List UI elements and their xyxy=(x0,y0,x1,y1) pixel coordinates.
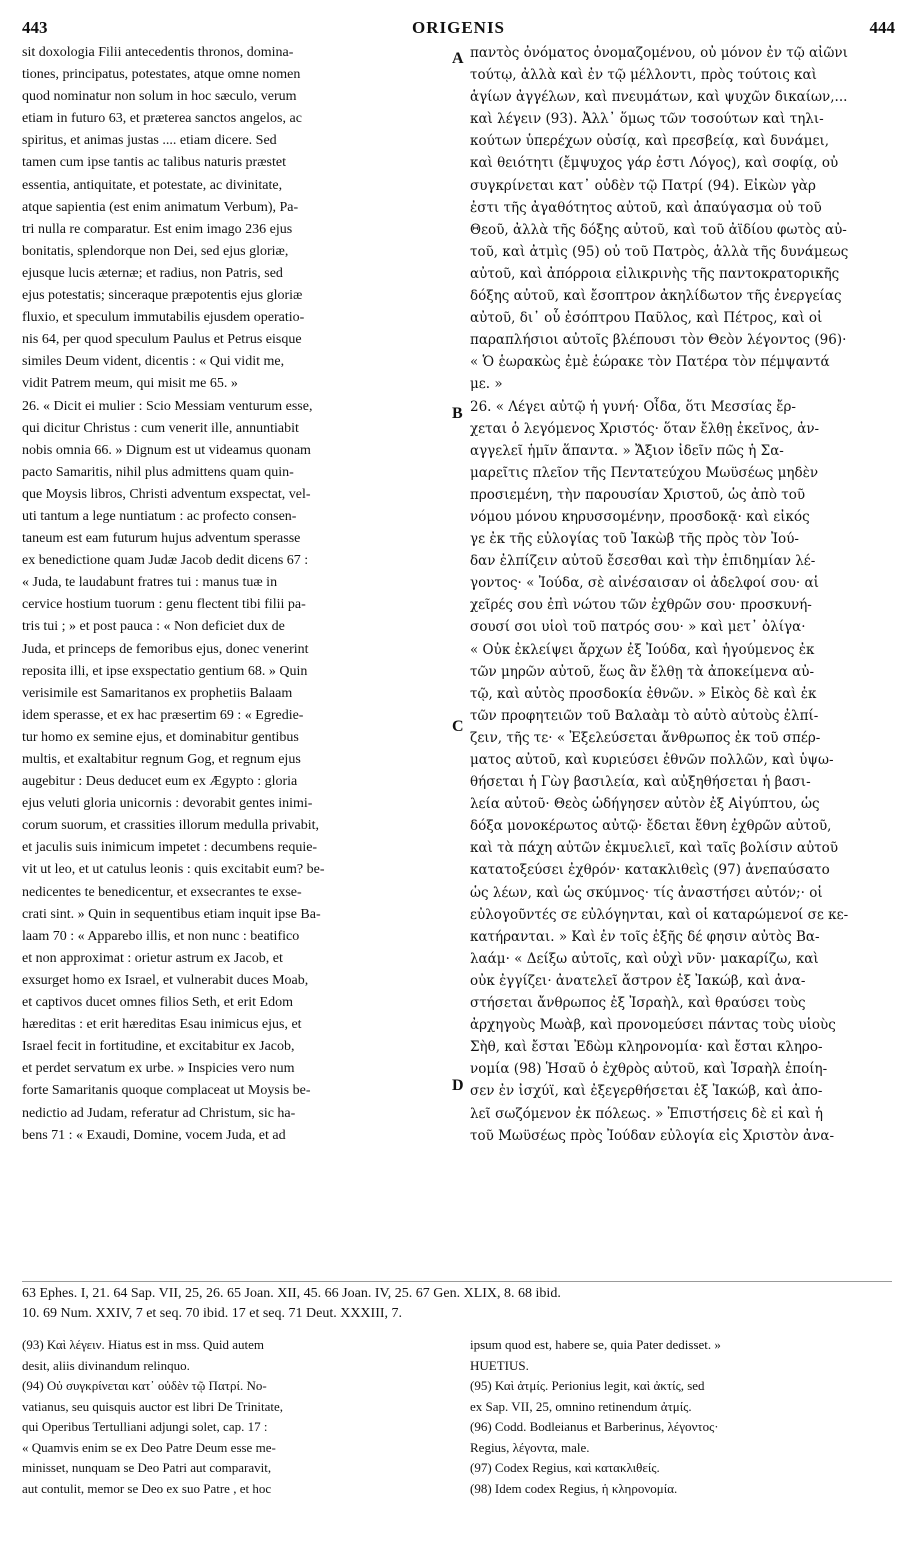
greek-text-line: τῶν μηρῶν αὐτοῦ, ἕως ἂν ἔλθῃ τὰ ἀποκείμενα αὐ- xyxy=(470,663,814,680)
latin-text-line: nobis omnia 66. » Dignum est ut videamus quonam xyxy=(22,442,311,458)
latin-text-line: sit doxologia Filii antecedentis thronos, domina- xyxy=(22,45,294,60)
greek-text-line: αὐτοῦ, καὶ ἀπόρροια εἰλικρινὴς τῆς παντοκρατορικῆς xyxy=(470,265,840,282)
note-line: (93) Καὶ λέγειν. Hiatus est in mss. Quid autem xyxy=(22,1337,264,1352)
greek-text-line: 26. « Λέγει αὐτῷ ἡ γυνή· Οἶδα, ὅτι Μεσσίας ἔρ- xyxy=(470,398,796,415)
latin-text-line: taneum est eam futurum hujus adventum sperasse xyxy=(22,531,301,547)
latin-text-line: etiam in futuro 63, et præterea sanctos angelos, ac xyxy=(22,111,302,127)
greek-text-line: λεία αὐτοῦ· Θεὸς ὡδήγησεν αὐτὸν ἐξ Αἰγύπτου, ὡς xyxy=(470,796,820,813)
latin-text-line: cervice hostium tuorum : genu flectent tibi filii pa- xyxy=(22,597,306,613)
greek-text-line: χεται ὁ λεγόμενος Χριστός· ὅταν ἔλθῃ ἐκεῖνος, ἀν- xyxy=(470,420,820,437)
greek-text-line: δόξης αὐτοῦ, καὶ ἔσοπτρον ἀκηλίδωτον τῆς ἐνεργείας xyxy=(470,288,842,305)
greek-text-line: κατήρανται. » Καὶ ἐν τοῖς ἑξῆς δέ φησιν αὐτὸς Βα- xyxy=(470,928,820,945)
note-line: (94) Οὐ συγκρίνεται κατ᾽ οὐδὲν τῷ Πατρί. No- xyxy=(22,1378,267,1393)
reference-line: 63 Ephes. I, 21. 64 Sap. VII, 25, 26. 65 Joan. XII, 45. 66 Joan. IV, 25. 67 Gen. XLIX, 8. 68 ibid. xyxy=(22,1286,561,1301)
latin-text-line: ex benedictione quam Judæ Jacob dedit dicens 67 : xyxy=(22,553,309,569)
greek-text-line: παντὸς ὀνόματος ὀνομαζομένου, οὐ μόνον ἐν τῷ αἰῶνι xyxy=(470,45,848,61)
latin-text-line: tur homo ex semine ejus, et dominabitur gentibus xyxy=(22,729,299,745)
greek-text-line: δόξα μονοκέρωτος αὐτῷ· ἔδεται ἔθνη ἐχθρῶν αὐτοῦ, xyxy=(470,818,832,835)
latin-text-line: forte Samaritanis quoque complaceat ut Moysis be- xyxy=(22,1083,311,1099)
greek-text-line: καὶ λέγειν (93). Ἀλλ᾽ ὅμως τῶν τοσούτων καὶ τηλι- xyxy=(470,111,824,128)
latin-text-line: Juda, et princeps de femoribus ejus, donec venerint xyxy=(22,641,309,657)
latin-text-line: verisimile est Samaritanos ex prophetiis Balaam xyxy=(22,685,293,701)
latin-text-line: exsurget homo ex Israel, et vulnerabit duces Moab, xyxy=(22,972,309,988)
latin-text-line: ejusque lucis æternæ; et radius, non Patris, sed xyxy=(22,265,283,281)
latin-text-line: tris tui ; » et post pauca : « Non deficiet dux de xyxy=(22,619,285,635)
page-number-left: 443 xyxy=(22,18,48,37)
greek-text-line: γε ἐκ τῆς εὐλογίας τοῦ Ἰακὼβ τῆς πρὸς τὸν Ἰού- xyxy=(470,531,799,548)
latin-text-line: et jaculis suis inimicum impetet : decumbens requie- xyxy=(22,840,318,856)
greek-text-line: λαάμ· « Δείξω αὐτοῖς, καὶ οὐχὶ νῦν· μακαρίζω, καὶ xyxy=(470,950,819,967)
margin-letter-d: D xyxy=(452,1077,464,1094)
latin-text-line: crati sint. » Quin in sequentibus etiam inquit ipse Ba- xyxy=(22,906,321,922)
latin-text-line: tri nulla re comparatur. Est enim imago 236 ejus xyxy=(22,221,293,237)
latin-text-line: nis 64, per quod speculum Paulus et Petrus eisque xyxy=(22,332,302,348)
greek-text-line: στήσεται ἄνθρωπος ἐξ Ἰσραὴλ, καὶ θραύσει τοὺς xyxy=(470,995,806,1012)
greek-text-line: εὐλογοῦντές σε εὐλόγηνται, καὶ οἱ καταρώμενοί σε κε- xyxy=(470,906,849,923)
note-line: desit, aliis divinandum relinquo. xyxy=(22,1357,190,1373)
greek-text-line: ζειν, τῆς τε· « Ἐξελεύσεται ἄνθρωπος ἐκ τοῦ σπέρ- xyxy=(470,729,821,746)
greek-text-line: μαρεῖτις πλεῖον τῆς Πεντατεύχου Μωϋσέως μηδὲν xyxy=(470,464,819,481)
latin-text-line: spiritus, et animas justas .... etiam dicere. Sed xyxy=(22,133,277,149)
greek-text-line: καὶ τὰ πάχη αὐτῶν ἐκμυελιεῖ, καὶ ταῖς βολίσιν αὐτοῦ xyxy=(470,840,839,857)
greek-text-line: αὐτοῦ, δι᾽ οὗ ἐσόπτρου Παῦλος, καὶ Πέτρος, καὶ οἱ xyxy=(470,310,823,327)
latin-text-line: quod nominatur non solum in hoc sæculo, verum xyxy=(22,89,297,105)
latin-text-line: vidit Patrem meum, qui misit me 65. » xyxy=(22,376,238,392)
margin-letter-b: B xyxy=(452,405,463,422)
latin-text-line: tamen cum ipse tantis ac talibus naturis præstet xyxy=(22,155,286,171)
latin-text-line: reposita illi, et ipse exspectatio gentium 68. » Quin xyxy=(22,663,308,679)
greek-text-line: σεν ἐν ἰσχύϊ, καὶ ἐξεγερθήσεται ἐξ Ἰακώβ, καὶ ἀπο- xyxy=(470,1083,823,1100)
greek-text-line: Σὴθ, καὶ ἔσται Ἐδὼμ κληρονομία· καὶ ἔσται κληρο- xyxy=(470,1039,823,1056)
note-line: ex Sap. VII, 25, omnino retinendum ἀτμίς. xyxy=(470,1398,692,1414)
greek-text-line: κούτων ὑπερέχων οὐσίᾳ, καὶ πρεσβείᾳ, καὶ δυνάμει, xyxy=(470,133,830,150)
running-title: ORIGENIS xyxy=(411,18,506,37)
latin-text-line: nedicentes te benedicentur, et exsecrantes te exse- xyxy=(22,884,302,900)
greek-text-line: νομία (98) Ἡσαῦ ὁ ἐχθρὸς αὐτοῦ, καὶ Ἰσραὴλ ἐποίη- xyxy=(470,1061,828,1078)
latin-text-line: tiones, principatus, potestates, atque omne nomen xyxy=(22,67,301,83)
note-line: vatianus, seu quisquis auctor est libri De Trinitate, xyxy=(22,1398,284,1414)
latin-text-line: bens 71 : « Exaudi, Domine, vocem Juda, et ad xyxy=(22,1127,286,1143)
note-line: Regius, λέγοντα, male. xyxy=(470,1439,590,1455)
latin-text-line: 26. « Dicit ei mulier : Scio Messiam venturum esse, xyxy=(22,398,313,414)
latin-text-line: vit ut leo, et ut catulus leonis : quis excitabit eum? be- xyxy=(22,862,325,878)
latin-text-line: et captivos ducet omnes filios Seth, et erit Edom xyxy=(22,995,293,1011)
greek-text-line: τῷ, καὶ αὐτὸς προσδοκία ἐθνῶν. » Εἰκὸς δὲ καὶ ἐκ xyxy=(470,685,817,702)
greek-text-line: παραπλήσιοι αὐτοῖς βλέπουσι τὸν Θεὸν λέγοντος (96)· xyxy=(470,332,847,349)
greek-text-line: ἐστι τῆς ἀγαθότητος αὐτοῦ, καὶ ἀπαύγασμα οὐ τοῦ xyxy=(470,199,822,216)
greek-text-line: αγγελεῖ ἡμῖν ἅπαντα. » Ἄξιον ἰδεῖν πῶς ἡ Σα- xyxy=(470,442,784,459)
latin-text-line: et perdet servatum ex urbe. » Inspicies vero num xyxy=(22,1061,295,1077)
latin-text-line: « Juda, te laudabunt fratres tui : manus tuæ in xyxy=(22,575,278,591)
greek-text-line: συγκρίνεται κατ᾽ οὐδὲν τῷ Πατρί (94). Εἰκὼν γὰρ xyxy=(470,177,816,194)
note-line: (98) Idem codex Regius, ἡ κληρονομία. xyxy=(470,1480,678,1496)
greek-column xyxy=(470,42,890,1147)
greek-text-line: ἁγίων ἀγγέλων, καὶ πνευμάτων, καὶ ψυχῶν δικαίων,... xyxy=(470,89,848,106)
latin-text-line: et non approximat : orietur astrum ex Jacob, et xyxy=(22,950,283,966)
greek-text-line: Θεοῦ, ἀλλὰ τῆς δόξης αὐτοῦ, καὶ τοῦ ἀϊδίου φωτὸς αὐ- xyxy=(470,221,847,238)
latin-text-line: bonitatis, splendorque non Dei, sed ejus gloriæ, xyxy=(22,243,289,259)
greek-text-line: τῶν προφητειῶν τοῦ Βαλαὰμ τὸ αὐτὸ αὐτοὺς ἐλπί- xyxy=(470,707,819,724)
greek-text-line: θήσεται ἡ Γὼγ βασιλεία, καὶ αὐξηθήσεται ἡ βασι- xyxy=(470,774,811,791)
page-number-right: 444 xyxy=(869,18,895,37)
latin-text-line: essentia, antiquitate, et potestate, ac divinitate, xyxy=(22,177,283,193)
greek-text-line: τοῦ Μωϋσέως πρὸς Ἰούδαν εὐλογία εἰς Χριστὸν ἀνα- xyxy=(470,1127,835,1144)
note-line: qui Operibus Tertulliani adjungi solet, cap. 17 : xyxy=(22,1419,268,1434)
note-line: minisset, nunquam se Deo Patri aut comparavit, xyxy=(22,1460,272,1475)
note-line: (97) Codex Regius, καὶ κατακλιθείς. xyxy=(470,1460,660,1475)
note-line: « Quamvis enim se ex Deo Patre Deum esse me- xyxy=(22,1439,276,1455)
notes-left-column xyxy=(22,1335,447,1499)
latin-text-line: Israel fecit in fortitudine, et excitabitur ex Jacob, xyxy=(22,1039,295,1055)
latin-text-line: atque sapientia (est enim animatum Verbum), Pa- xyxy=(22,199,299,215)
greek-text-line: σουσί σοι υἱοὶ τοῦ πατρός σου· » καὶ μετ᾽ ὀλίγα· xyxy=(470,619,806,636)
running-header xyxy=(22,18,895,40)
greek-text-line: νόμου μόνου κηρυσσομένην, προσδοκᾷ· καὶ εἰκός xyxy=(470,508,810,525)
notes-right-column xyxy=(470,1335,890,1499)
note-line: aut contulit, memor se Deo ex suo Patre , et hoc xyxy=(22,1480,272,1496)
margin-letter-c: C xyxy=(452,718,464,735)
greek-text-line: χεῖρές σου ἐπὶ νώτου τῶν ἐχθρῶν σου· προσκυνή- xyxy=(470,597,812,614)
latin-text-line: nedictio ad Judam, referatur ad Christum, sic ha- xyxy=(22,1105,296,1121)
greek-text-line: προσιεμένη, τὴν παρουσίαν Χριστοῦ, ὡς ἀπὸ τοῦ xyxy=(470,486,806,503)
note-line: ipsum quod est, habere se, quia Pater dedisset. » xyxy=(470,1337,721,1352)
greek-text-line: λεῖ σωζόμενον ἐκ πόλεως. » Ἐπιστήσεις δὲ εἰ καὶ ἡ xyxy=(470,1105,823,1122)
greek-text-line: δαν ἐλπίζειν αὐτοῦ ἔσεσθαι καὶ τὴν ἐπιδημίαν λέ- xyxy=(470,553,816,570)
latin-text-line: corum suorum, et crassities illorum medulla privabit, xyxy=(22,818,320,834)
latin-text-line: idem sperasse, et ex hac præsertim 69 : « Egredie- xyxy=(22,707,304,723)
note-line: (96) Codd. Bodleianus et Barberinus, λέγοντος· xyxy=(470,1419,719,1434)
greek-text-line: ἀρχηγοὺς Μωὰβ, καὶ προνομεύσει πάντας τοὺς υἱοὺς xyxy=(470,1017,836,1034)
scripture-references xyxy=(22,1281,892,1324)
latin-text-line: ejus potestatis; sinceraque præpotentis ejus gloriæ xyxy=(22,288,303,304)
greek-text-line: « Οὐκ ἐκλείψει ἄρχων ἐξ Ἰούδα, καὶ ἡγούμενος ἐκ xyxy=(470,641,815,658)
latin-text-line: laam 70 : « Apparebo illis, et non nunc : beatifico xyxy=(22,928,300,944)
latin-text-line: ejus veluti gloria unicornis : devorabit gentes inimi- xyxy=(22,796,313,812)
note-line: (95) Καὶ ἀτμίς. Perionius legit, καὶ ἀκτίς, sed xyxy=(470,1378,705,1393)
greek-text-line: ὡς λέων, καὶ ὡς σκύμνος· τίς ἀναστήσει αὐτόν;· οἱ xyxy=(470,884,823,901)
latin-text-line: pacto Samaritis, nihil plus admittens quam quin- xyxy=(22,464,294,480)
greek-text-line: « Ὁ ἑωρακὼς ἐμὲ ἑώρακε τὸν Πατέρα τὸν πέμψαντά xyxy=(470,354,830,371)
note-line: HUETIUS. xyxy=(470,1357,529,1373)
greek-text-line: ματος αὐτοῦ, καὶ κυριεύσει ἐθνῶν πολλῶν, καὶ ὑψω- xyxy=(470,752,834,768)
latin-column xyxy=(22,42,447,1147)
greek-text-line: τούτῳ, ἀλλὰ καὶ ἐν τῷ μέλλοντι, πρὸς τούτοις καὶ xyxy=(470,67,817,84)
latin-text-line: qui dicitur Christus : cum venerit ille, annuntiabit xyxy=(22,420,299,436)
latin-text-line: augebitur : Deus deducet eum ex Ægypto : gloria xyxy=(22,774,298,790)
greek-text-line: με. » xyxy=(470,376,503,393)
latin-text-line: uti tantum a lege nuntiatum : ac profecto consen- xyxy=(22,508,297,524)
greek-text-line: καὶ θειότητι (ἔμψυχος γάρ ἐστι Λόγος), καὶ σοφίᾳ, οὐ xyxy=(470,155,839,172)
latin-text-line: similes Deum vident, dicentis : « Qui vidit me, xyxy=(22,354,285,370)
greek-text-line: γοντος· « Ἰούδα, σὲ αἰνέσαισαν οἱ ἀδελφοί σου· αἱ xyxy=(470,575,819,592)
reference-line: 10. 69 Num. XXIV, 7 et seq. 70 ibid. 17 et seq. 71 Deut. XXXIII, 7. xyxy=(22,1306,403,1321)
latin-text-line: fluxio, et speculum immutabilis ejusdem operatio- xyxy=(22,310,305,326)
margin-letter-a: A xyxy=(452,50,464,67)
latin-text-line: que Moysis libros, Christi adventum exspectat, vel- xyxy=(22,486,311,502)
latin-text-line: multis, et exaltabitur regnum Gog, et regnum ejus xyxy=(22,752,301,767)
greek-text-line: κατατοξεύσει ἐχθρόν· κατακλιθεὶς (97) ἀνεπαύσατο xyxy=(470,862,830,879)
greek-text-line: οὐκ ἐγγίζει· ἀνατελεῖ ἄστρον ἐξ Ἰακώβ, καὶ ἀνα- xyxy=(470,972,806,989)
latin-text-line: hæreditas : et erit hæreditas Esau inimicus ejus, et xyxy=(22,1017,302,1033)
greek-text-line: τοῦ, καὶ ἀτμὶς (95) οὐ τοῦ Πατρὸς, ἀλλὰ τῆς δυνάμεως xyxy=(470,243,849,260)
